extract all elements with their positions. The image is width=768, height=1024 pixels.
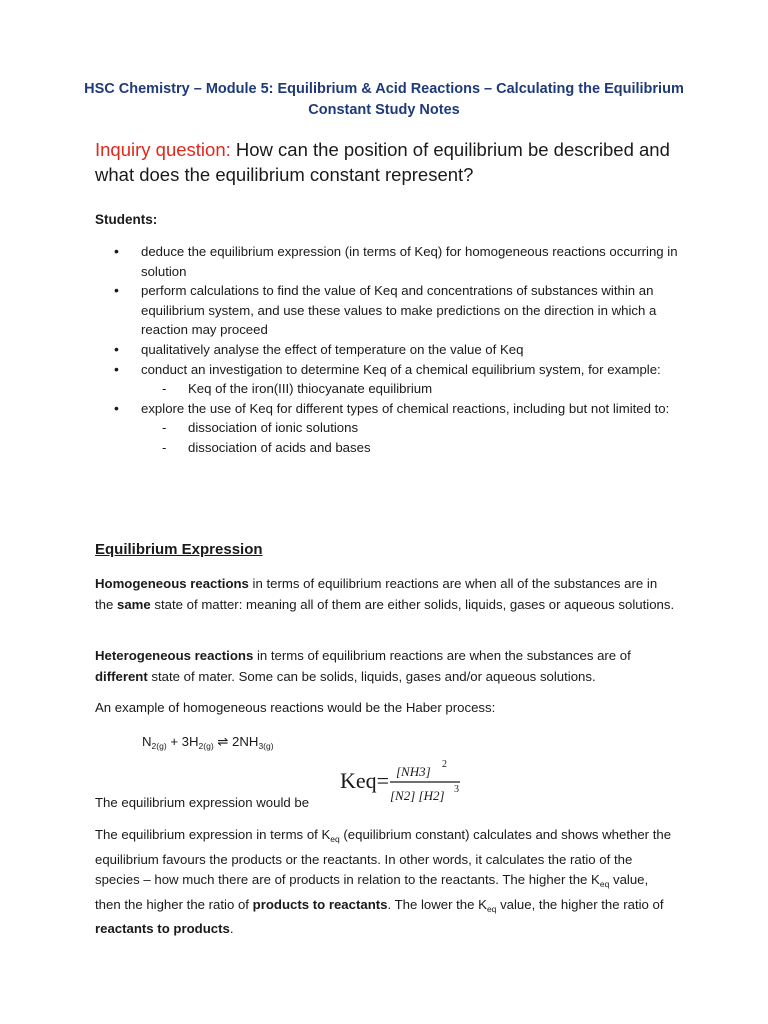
keq-formula-image [340,756,462,810]
sub-list-item: - dissociation of acids and bases [141,438,685,458]
keq-numerator: [NH3] [396,764,431,779]
list-item: • explore the use of Keq for different types of chemical reactions, including but not limited to: - dissociation of ionic solutions - dissociation of acids and bases [95,399,685,458]
sub-list [141,379,685,399]
keq-explanation: The equilibrium expression in terms of $K_{eq}$ (equilibrium constant) calculates and shows whether the equilibrium favours the products or the reactants. In other words, it calculates the ratio of the species – how much there are of products in relation to the reactants. The higher the $K_{eq}$ value, then the higher the ratio of products to reactants. The lower the $K_{eq}$ value, the higher the ratio of reactants to products. [95,827,672,936]
haber-equation: $N_{2(g)} + 3H_{2(g)}$ ⇌ $2NH_{3(g)}$ [142,734,274,751]
list-item: • perform calculations to find the value of Keq and concentrations of substances within an equilibrium system, and use these values to make predictions on the direction in which a reaction may proceed [95,281,685,340]
homogeneous-paragraph: Homogeneous reactions in terms of equilibrium reactions are when all of the substances are in the same state of matter: meaning all of them are either solids, liquids, gases or aqueous solutions. [95,576,675,612]
sub-list-item: - Keq of the iron(III) thiocyanate equilibrium [141,379,685,399]
keq-denominator: [N2] [H2] [390,788,445,803]
students-heading: Students: [95,212,158,227]
heterogeneous-paragraph: Heterogeneous reactions in terms of equilibrium reactions are when the substances are of different state of mater. Some can be solids, liquids, gases and/or aqueous solutions. [95,648,631,684]
inquiry-question [95,137,705,187]
syllabus-list [95,242,685,458]
keq-num-exponent: 2 [442,759,447,770]
section-heading: Equilibrium Expression [95,541,263,558]
list-item: • qualitatively analyse the effect of temperature on the value of Keq [95,340,685,360]
inquiry-text: How can the position of equilibrium be described and what does the equilibrium constant represent? [95,139,670,185]
list-item: • conduct an investigation to determine Keq of a chemical equilibrium system, for example: - Keq of the iron(III) thiocyanate equilibrium [95,360,685,399]
sub-list-item: - dissociation of ionic solutions [141,418,685,438]
page-title: HSC Chemistry – Module 5: Equilibrium & Acid Reactions – Calculating the Equilibrium Constant Study Notes [84,81,684,118]
inquiry-label: Inquiry question: [95,139,231,160]
keq-lhs: Keq= [340,768,390,793]
expression-label: The equilibrium expression would be [95,795,310,810]
keq-den-exponent: 3 [454,784,459,795]
haber-intro: An example of homogeneous reactions would be the Haber process: [95,700,496,715]
sub-list [141,418,685,457]
list-item: • deduce the equilibrium expression (in terms of Keq) for homogeneous reactions occurring in solution [95,242,685,281]
